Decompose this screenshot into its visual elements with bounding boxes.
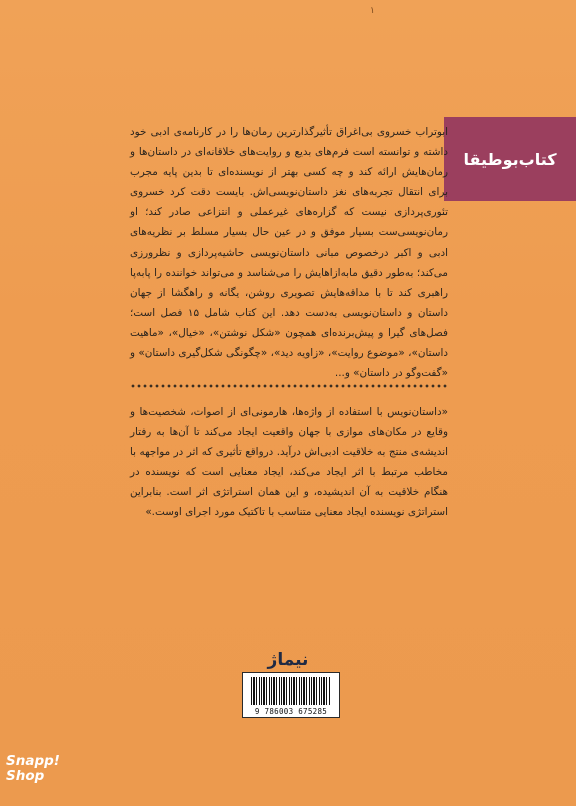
barcode [242, 672, 340, 718]
barcode-bars [251, 677, 331, 705]
snapp-shop-watermark [6, 754, 60, 784]
quote-block [130, 402, 448, 523]
series-tab [444, 117, 576, 201]
dotted-divider [130, 383, 448, 389]
page-mark: ١ [370, 6, 375, 16]
publisher-logo-text: نیماژ [267, 650, 309, 670]
quote-paragraph: «داستان‌نویس با استفاده از واژه‌ها، هارمونی‌ای از اصوات، شخصیت‌ها و وقایع در مکان‌های موازی با جهان واقعیت ایجاد می‌کند تا آن‌ها به رفتار اندیشه‌ی منتج به خلاقیت ادبی‌اش درآید. درواقع تأثیری که اثر در مواجهه با مخاطب مرتبط با اثر ایجاد می‌کند، ایجاد معنایی است که نویسنده در هنگام خلاقیت به آن اندیشیده، و این همان استراتژی اثر است. بنابراین استراتژی نویسنده ایجاد معنایی متناسب با تاکتیک مورد اجرای اوست.» [130, 406, 448, 519]
description-paragraph: ابوتراب خسروی بی‌اغراق تأثیرگذارترین رمان‌ها را در کارنامه‌ی ادبی خود داشته و توانسته است فرم‌های بدیع و روایت‌های خلاقانه‌ای در داستان‌ها و رمان‌هایش ارائه کند و چه کسی بهتر از نویسنده‌ای تا بدین پایه مجرب برای انتقال تجربه‌های نغز داستان‌نویسی‌اش. بایست دقت کرد خسروی تئوری‌پردازی نیست که گزاره‌های غیرعملی و انتزاعی صادر کند؛ او رمان‌نویسی‌ست بسیار موفق و در عین حال بسیار مسلط بر نظریه‌های ادبی و اکبر درخصوص مبانی داستان‌نویسی حاشیه‌پردازی و نظرورزی می‌کند؛ به‌طور دقیق مابه‌ازاهایش را می‌شناسد و می‌تواند خواننده را پابه‌پا راهبری کند تا با مداقه‌هایش تصویری روشن، یگانه و راهگشا از جهان داستان و داستان‌نویسی به‌دست دهد. این کتاب شامل ۱۵ فصل است؛ فصل‌های گیرا و پیش‌برنده‌ای همچون «شکل نوشتن»، «خیال»، «ماهیت داستان»، «موضوع روایت»، «زاویه دید»، «چگونگی شکل‌گیری داستان» و «گفت‌وگو در داستان» و... [130, 126, 448, 380]
watermark-line-2: Shop [6, 768, 45, 784]
series-tab-label: کتاب‌بوطیقا [463, 149, 557, 169]
barcode-number: 9 786003 675285 [254, 707, 328, 716]
description-block [130, 122, 448, 383]
watermark-line-1: Snapp! [6, 753, 60, 769]
publisher-logo [258, 646, 318, 672]
